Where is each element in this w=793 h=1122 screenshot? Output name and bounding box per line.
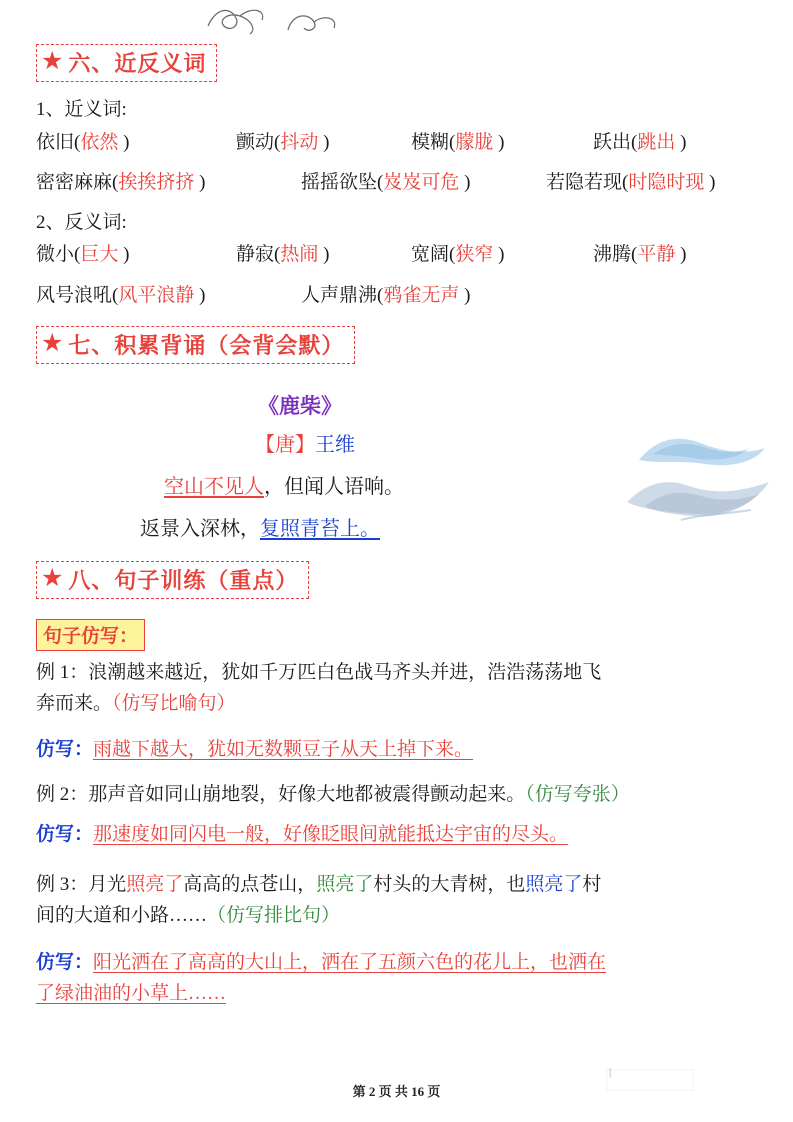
example-1-text: 浪潮越来越近，犹如千万匹白色战马齐头并进，浩浩荡荡地飞 xyxy=(88,662,602,683)
answer: 挨挨挤挤 xyxy=(118,172,195,193)
paren-open: ( xyxy=(631,244,638,265)
word: 模糊 xyxy=(411,132,450,153)
answer: 平静 xyxy=(637,244,676,265)
answer-3-line-2 xyxy=(36,979,781,1010)
paren-open: ( xyxy=(631,132,638,153)
word: 静寂 xyxy=(236,244,275,265)
word: 风号浪吼 xyxy=(36,285,113,306)
example-3-line-2 xyxy=(36,901,776,932)
synonym-row-2 xyxy=(36,168,766,197)
poem-line-1-underlined: 空山不见人 xyxy=(164,476,264,498)
word: 颤动 xyxy=(236,132,275,153)
paren-close: ) xyxy=(118,244,130,265)
example-3-prefix: 例 3： xyxy=(36,874,89,895)
paren-open: ( xyxy=(112,172,119,193)
example-1-prefix: 例 1： xyxy=(36,662,89,683)
paren-close: ) xyxy=(318,244,330,265)
answer-3-text-1: 阳光洒在了高高的大山上，洒在了五颜六色的花儿上，也洒在 xyxy=(93,952,607,973)
poem-title: 《鹿柴》 xyxy=(258,394,342,418)
synonym-row-1 xyxy=(36,128,766,157)
poem-line-2-first: 返景入深林， xyxy=(140,518,260,540)
paren-close: ) xyxy=(493,132,505,153)
answer: 依然 xyxy=(80,132,119,153)
section-heading-six xyxy=(36,44,217,82)
subheading-synonyms: 1、近义词: xyxy=(36,99,127,120)
paren-open: ( xyxy=(74,244,81,265)
poem-author xyxy=(0,428,610,457)
section-heading-seven xyxy=(36,326,355,364)
poem-line-1 xyxy=(164,470,404,504)
poem-author-bracket-close: 】 xyxy=(295,434,315,456)
paren-close: ) xyxy=(675,244,687,265)
word: 密密麻麻 xyxy=(36,172,113,193)
answer-1-text: 雨越下越大，犹如无数颗豆子从天上掉下来。 xyxy=(93,739,474,760)
paren-open: ( xyxy=(449,244,456,265)
example-2-prefix: 例 2： xyxy=(36,784,89,805)
example-3-seg-7: 村 xyxy=(582,874,602,895)
decorative-doodle xyxy=(196,2,356,38)
poem-line-2 xyxy=(140,512,380,546)
answer-1 xyxy=(36,735,766,766)
answer: 岌岌可危 xyxy=(383,172,460,193)
section-title-seven: 七、积累背诵（会背会默） xyxy=(68,333,345,358)
section-title-six: 六、近反义词 xyxy=(68,51,207,76)
word: 微小 xyxy=(36,244,75,265)
answer-2-label: 仿写： xyxy=(36,824,94,845)
poem-dynasty: 唐 xyxy=(275,434,295,456)
paren-open: ( xyxy=(449,132,456,153)
paren-open: ( xyxy=(274,244,281,265)
example-2-text: 那声音如同山崩地裂，好像大地都被震得颤动起来。 xyxy=(88,784,526,805)
example-1-line-2 xyxy=(36,689,766,720)
word: 跃出 xyxy=(593,132,632,153)
example-3-seg-6: 照亮了 xyxy=(525,874,583,895)
paren-close: ) xyxy=(459,285,471,306)
example-3-seg-5: 村头的大青树，也 xyxy=(373,874,526,895)
word: 若隐若现 xyxy=(546,172,623,193)
paren-close: ) xyxy=(493,244,505,265)
example-1-tag: （仿写比喻句） xyxy=(112,692,236,714)
paren-close: ) xyxy=(459,172,471,193)
word: 宽阔 xyxy=(411,244,450,265)
poem-line-1-rest: ，但闻人语响。 xyxy=(264,476,404,498)
example-3-text-cont: 间的大道和小路…… xyxy=(36,904,208,926)
example-2-tag: （仿写夸张） xyxy=(525,784,630,805)
star-icon: ★ xyxy=(41,565,64,592)
section-title-eight: 八、句子训练（重点） xyxy=(68,568,299,593)
answer: 风平浪静 xyxy=(118,285,195,306)
watercolor-mountain-illustration xyxy=(623,420,775,530)
word: 摇摇欲坠 xyxy=(301,172,378,193)
poem-author-name: 王维 xyxy=(315,434,355,456)
answer-3-line-1 xyxy=(36,948,781,979)
paren-close: ) xyxy=(675,132,687,153)
example-1-text-cont: 奔而来。 xyxy=(36,692,113,714)
page-tick-mark: | xyxy=(609,1066,612,1078)
page-footer: 第 2 页 共 16 页 xyxy=(352,1084,441,1099)
answer-3-text-2: 了绿油油的小草上…… xyxy=(36,982,227,1004)
paren-open: ( xyxy=(274,132,281,153)
answer-2 xyxy=(36,820,776,851)
star-icon: ★ xyxy=(41,48,64,75)
answer-3-label: 仿写： xyxy=(36,952,94,973)
paren-close: ) xyxy=(118,132,130,153)
word: 人声鼎沸 xyxy=(301,285,378,306)
paren-close: ) xyxy=(704,172,716,193)
word: 依旧 xyxy=(36,132,75,153)
answer: 巨大 xyxy=(80,244,119,265)
example-2-line-1 xyxy=(36,780,776,811)
answer: 抖动 xyxy=(280,132,319,153)
paren-open: ( xyxy=(377,172,384,193)
antonym-row-1 xyxy=(36,240,766,269)
answer: 狭窄 xyxy=(455,244,494,265)
answer-2-text: 那速度如同闪电一般，好像眨眼间就能抵达宇宙的尽头。 xyxy=(93,824,569,845)
answer: 时隐时现 xyxy=(628,172,705,193)
paren-close: ) xyxy=(194,285,206,306)
answer: 鸦雀无声 xyxy=(383,285,460,306)
answer-1-label: 仿写： xyxy=(36,739,94,760)
example-1-line-1 xyxy=(36,658,766,689)
sentence-imitation-label: 句子仿写： xyxy=(36,619,145,651)
paren-open: ( xyxy=(622,172,629,193)
example-3-seg-2: 照亮了 xyxy=(126,874,184,895)
antonym-row-2 xyxy=(36,281,766,310)
star-icon: ★ xyxy=(41,330,64,357)
answer: 热闹 xyxy=(280,244,319,265)
answer: 朦胧 xyxy=(455,132,494,153)
example-3-seg-1: 月光 xyxy=(88,874,127,895)
example-3-tag: （仿写排比句） xyxy=(207,904,341,926)
paren-open: ( xyxy=(377,285,384,306)
answer: 跳出 xyxy=(637,132,676,153)
word: 沸腾 xyxy=(593,244,632,265)
poem-author-bracket-open: 【 xyxy=(255,434,275,456)
paren-close: ) xyxy=(194,172,206,193)
section-heading-eight xyxy=(36,561,309,599)
paren-open: ( xyxy=(112,285,119,306)
example-3-seg-4: 照亮了 xyxy=(316,874,374,895)
paren-close: ) xyxy=(318,132,330,153)
paren-open: ( xyxy=(74,132,81,153)
poem-line-2-underlined: 复照青苔上。 xyxy=(260,518,380,540)
example-3-seg-3: 高高的点苍山， xyxy=(183,874,317,895)
subheading-antonyms: 2、反义词: xyxy=(36,212,127,233)
example-3-line-1 xyxy=(36,870,776,901)
